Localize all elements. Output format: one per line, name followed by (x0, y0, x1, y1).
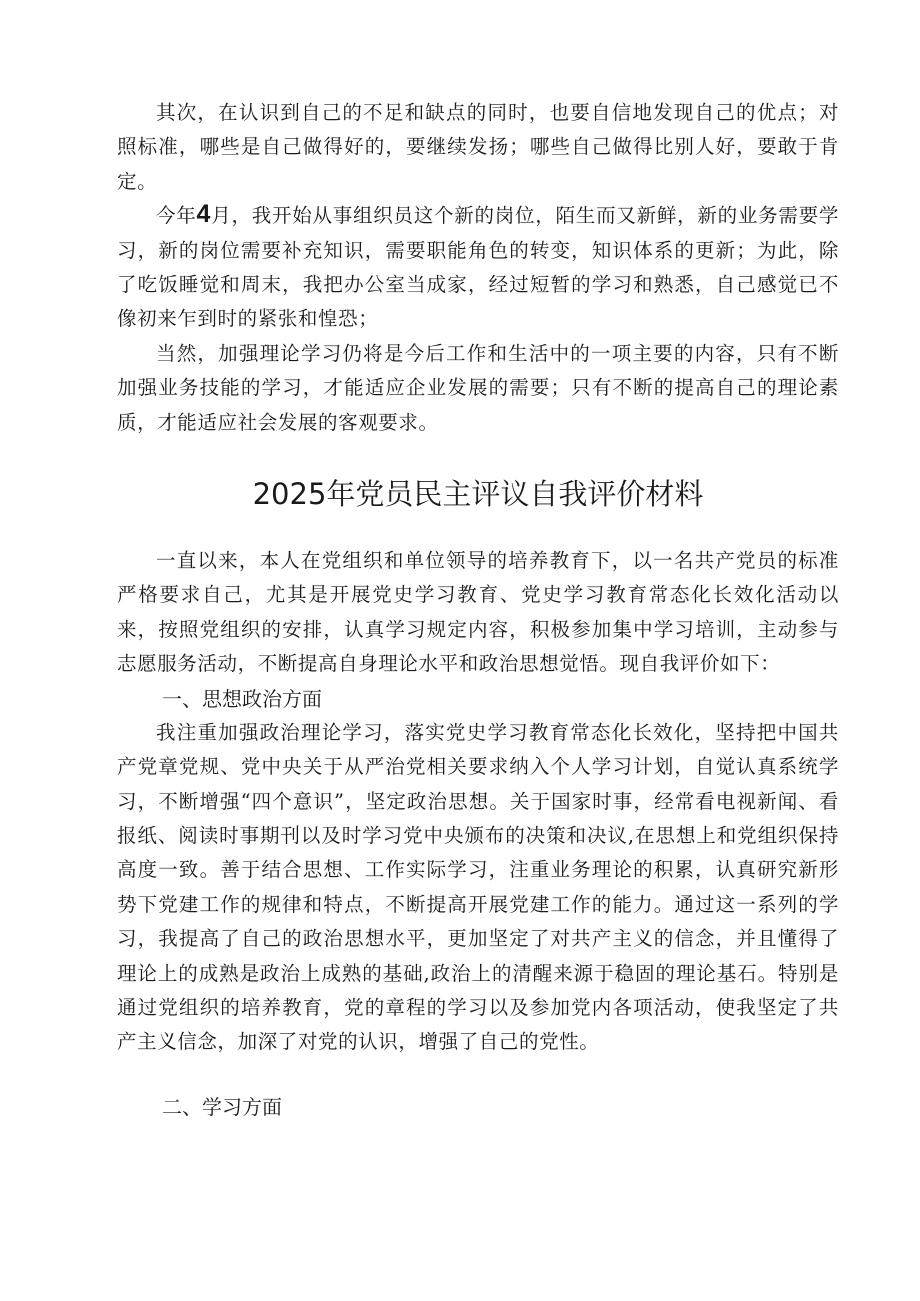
document-body (117, 96, 839, 1124)
paragraph-theory-study: 当然，加强理论学习仍将是今后工作和生活中的一项主要的内容，只有不断加强业务技能的学习，才能适应企业发展的需要；只有不断的提高自己的理论素质，才能适应社会发展的客观要求。 (117, 341, 839, 434)
paragraph-intro: 一直以来，本人在党组织和单位领导的培养教育下，以一名共产党员的标准严格要求自己，尤其是开展党史学习教育、党史学习教育常态化长效化活动以来，按照党组织的安排，认真学习规定内容，积极参加集中学习培训，主动参与志愿服务活动，不断提高自身理论水平和政治思想觉悟。现自我评价如下： (117, 549, 839, 676)
document-title: 2025年党员民主评议自我评价材料 (252, 477, 704, 512)
paragraph-political: 我注重加强政治理论学习，落实党史学习教育常态化长效化，坚持把中国共产党章党规、党中央关于从严治党相关要求纳入个人学习计划，自觉认真系统学习，不断增强“四个意识”，坚定政治思想。关于国家时事，经常看电视新闻、看报纸、阅读时事期刊以及时学习党中央颁布的决策和决议,在思想上和党组织保持高度一致。善于结合思想、工作实际学习，注重业务理论的积累，认真研究新形势下党建工作的规律和特点，不断提高开展党建工作的能力。通过这一系列的学习，我提高了自己的政治思想水平，更加坚定了对共产主义的信念，并且懂得了理论上的成熟是政治上成熟的基础,政治上的清醒来源于稳固的理论基石。特别是通过党组织的培养教育，党的章程的学习以及参加党内各项活动，使我坚定了共产主义信念，加深了对党的认识，增强了自己的党性。 (117, 720, 839, 1054)
section-heading-study: 二、学习方面 (162, 1094, 282, 1119)
april-prefix: 今年 (156, 204, 197, 228)
paragraph-new-position (117, 199, 839, 337)
paragraph-strengths: 其次，在认识到自己的不足和缺点的同时，也要自信地发现自己的优点；对照标准，哪些是自己做得好的，要继续发扬；哪些自己做得比别人好，要敢于肯定。 (117, 101, 839, 193)
section-heading-political: 一、思想政治方面 (162, 686, 322, 711)
april-suffix: 月，我开始从事组织员这个新的岗位，陌生而又新鲜，新的业务需要学习，新的岗位需要补充知识，需要职能角色的转变，知识体系的更新；为此，除了吃饭睡觉和周末，我把办公室当成家，经过短暂的学习和熟悉，自己感觉已不像初来乍到时的紧张和惶恐； (117, 204, 839, 331)
april-number: 4 (196, 200, 212, 229)
